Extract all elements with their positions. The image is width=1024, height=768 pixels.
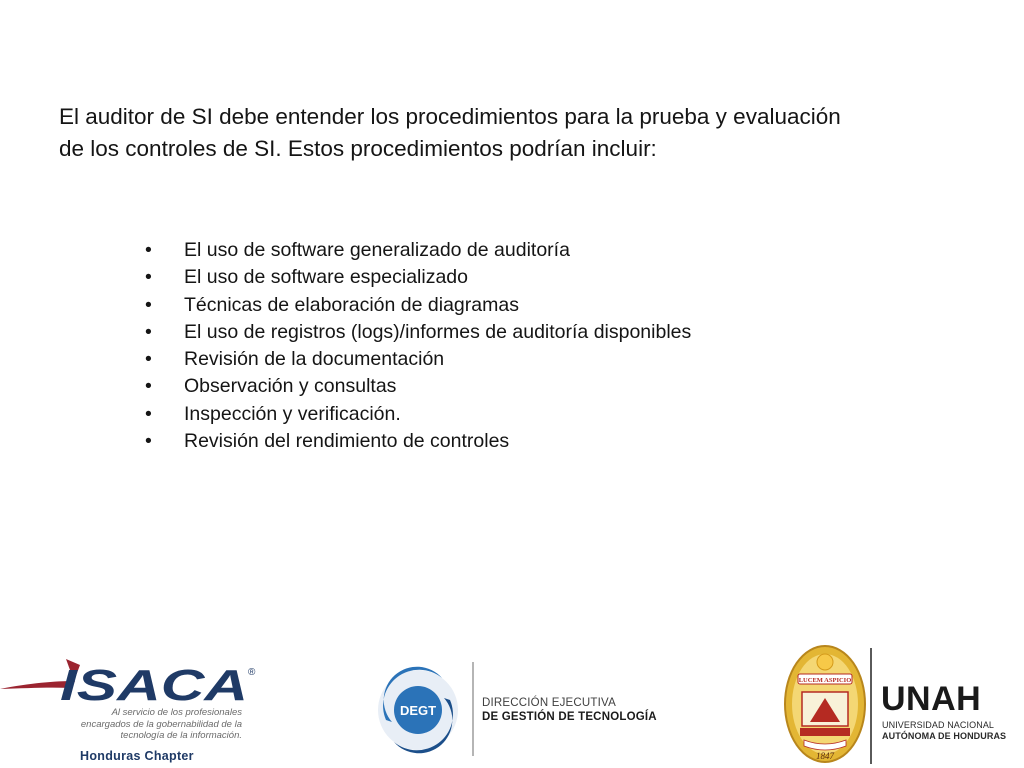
bullet-icon: •	[145, 402, 152, 425]
list-item-text: El uso de registros (logs)/informes de auditoría disponibles	[184, 320, 692, 343]
isaca-wordmark-text: ISACA	[60, 661, 248, 710]
degt-badge-text: DEGT	[399, 703, 437, 718]
bullet-icon: •	[145, 266, 152, 289]
procedures-list	[145, 237, 691, 455]
seal-year: 1847	[816, 751, 834, 761]
list-item-text: Observación y consultas	[184, 375, 397, 398]
registered-mark: ®	[248, 667, 256, 678]
isaca-tagline: Al servicio de los profesionales encargados de la gobernabilidad de la tecnología de la información.	[80, 707, 242, 741]
list-item-text: El uso de software especializado	[184, 266, 468, 289]
list-item	[145, 319, 691, 346]
intro-paragraph	[59, 101, 979, 165]
isaca-wordmark	[0, 645, 270, 715]
intro-line-1: El auditor de SI debe entender los procedimientos para la prueba y evaluación	[59, 104, 841, 129]
degt-emblem-icon	[368, 660, 468, 760]
isaca-logo	[0, 645, 270, 768]
degt-line-1: DIRECCIÓN EJECUTIVA	[482, 697, 616, 709]
bullet-icon: •	[145, 293, 152, 316]
list-item-text: El uso de software generalizado de auditoría	[184, 239, 570, 261]
unah-seal-icon	[782, 642, 868, 766]
list-item	[145, 237, 691, 264]
unah-wordmark: UNAH	[881, 680, 982, 718]
degt-logo	[368, 660, 688, 760]
bullet-icon: •	[145, 348, 152, 371]
intro-line-2: de los controles de SI. Estos procedimientos podrían incluir:	[59, 136, 657, 161]
unah-logo	[782, 640, 1024, 768]
list-item-text: Inspección y verificación.	[184, 402, 401, 425]
bullet-icon: •	[145, 320, 152, 343]
unah-line-1: UNIVERSIDAD NACIONAL	[882, 720, 995, 730]
degt-line-2: DE GESTIÓN DE TECNOLOGÍA	[482, 711, 657, 723]
bullet-icon: •	[145, 430, 152, 453]
divider	[472, 662, 474, 756]
list-item-text: Revisión de la documentación	[184, 348, 445, 371]
list-item	[145, 264, 691, 291]
list-item	[145, 292, 691, 319]
divider	[870, 648, 872, 764]
unah-line-2: AUTÓNOMA DE HONDURAS	[882, 731, 1007, 741]
list-item	[145, 346, 691, 373]
bullet-icon: •	[145, 239, 152, 261]
isaca-chapter: Honduras Chapter	[80, 749, 194, 763]
list-item-text: Técnicas de elaboración de diagramas	[184, 293, 519, 316]
list-item	[145, 401, 691, 428]
list-item	[145, 428, 691, 455]
list-item	[145, 373, 691, 400]
seal-motto: LUCEM ASPICIO	[798, 677, 852, 684]
bullet-icon: •	[145, 375, 152, 398]
list-item-text: Revisión del rendimiento de controles	[184, 430, 510, 453]
